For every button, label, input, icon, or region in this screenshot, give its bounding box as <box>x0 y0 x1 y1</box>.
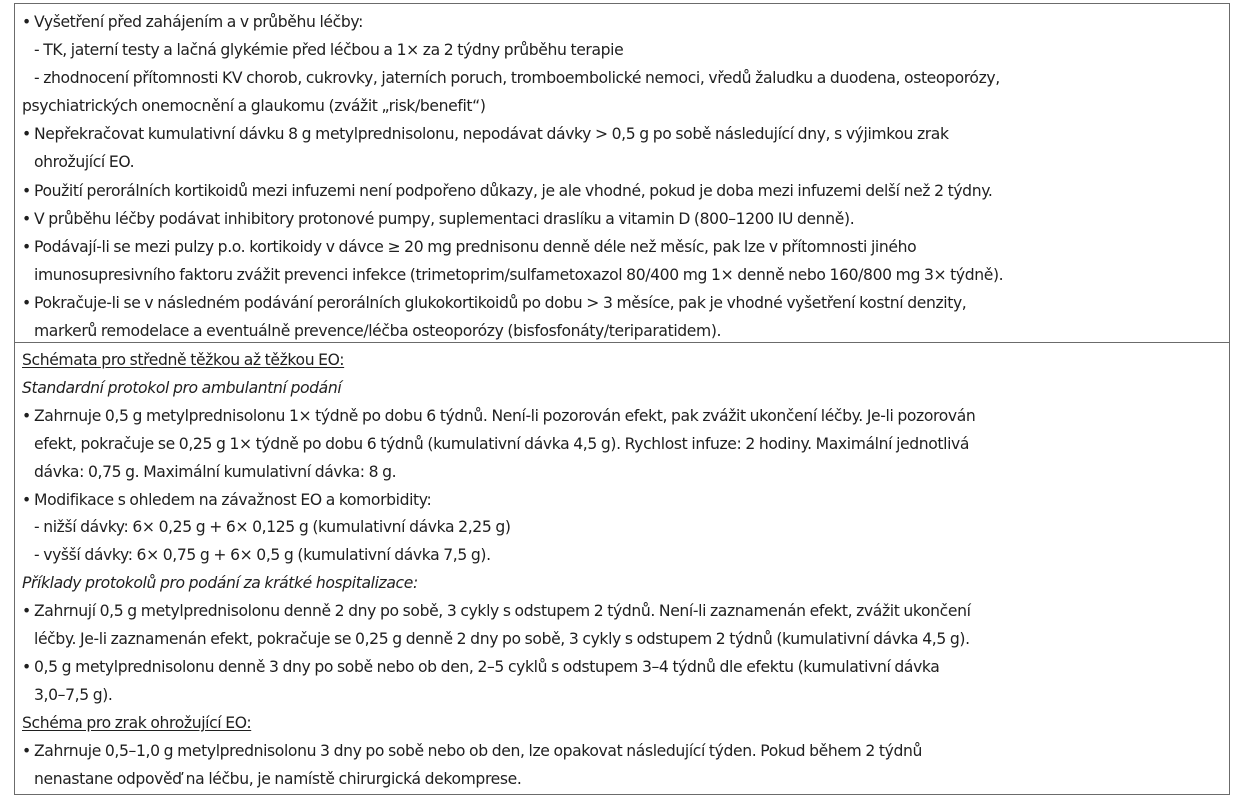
sub-item <box>22 514 1223 542</box>
bullet-text: Nepřekračovat kumulativní dávku 8 g metylprednisolonu, nepodávat dávky > 0,5 g po sobě následující dny, s výjimkou zrak <box>34 125 949 144</box>
bullet-text: Použití perorálních kortikoidů mezi infuzemi není podpořeno důkazy, je ale vhodné, pokud je doba mezi infuzemi delší než 2 týdny. <box>34 181 993 200</box>
bullet-item <box>22 654 1223 682</box>
section-heading <box>22 347 1223 375</box>
bullet-marker: • <box>22 657 31 676</box>
bullet-marker: • <box>22 741 31 760</box>
bullet-text: Zahrnují 0,5 g metylprednisolonu denně 2 dny po sobě, 3 cykly s odstupem 2 týdnů. Není-li zaznamenán efekt, zvážit ukončení <box>34 602 971 621</box>
dosing-schemes-section <box>15 343 1229 794</box>
bullet-text: Zahrnuje 0,5 g metylprednisolonu 1× týdně po dobu 6 týdnů. Není-li pozorován efekt, pak zvážit ukončení léčby. Je-li pozorován <box>34 406 976 425</box>
bullet-item <box>22 177 1223 205</box>
continuation-text: psychiatrických onemocnění a glaukomu (zvážit „risk/benefit“) <box>22 97 486 116</box>
bullet-item <box>22 233 1223 261</box>
bullet-item <box>22 738 1223 766</box>
bullet-item <box>22 205 1223 233</box>
continuation-text: imunosupresivního faktoru zvážit prevenci infekce (trimetoprim/sulfametoxazol 80/400 mg 1× denně nebo 160/800 mg 3× týdně). <box>34 265 1004 284</box>
bullet-item <box>22 487 1223 515</box>
heading-text: Schéma pro zrak ohrožující EO: <box>22 713 252 732</box>
bullet-continuation <box>22 261 1223 289</box>
continuation-text: dávka: 0,75 g. Maximální kumulativní dávka: 8 g. <box>34 462 397 481</box>
sub-item <box>22 36 1223 64</box>
bullet-continuation <box>22 148 1223 176</box>
protocol-subheading <box>22 570 1223 598</box>
bullet-marker: • <box>22 209 31 228</box>
continuation-text: efekt, pokračuje se 0,25 g 1× týdně po dobu 6 týdnů (kumulativní dávka 4,5 g). Rychlost infuze: 2 hodiny. Maximální jednotlivá <box>34 434 970 453</box>
bullet-marker: • <box>22 237 31 256</box>
bullet-continuation <box>22 682 1223 710</box>
continuation-text: léčby. Je-li zaznamenán efekt, pokračuje se 0,25 g denně 2 dny po sobě, 3 cykly s odstupem 2 týdnů (kumulativní dávka 4,5 g). <box>34 630 970 649</box>
subheading-text: Standardní protokol pro ambulantní podání <box>22 378 342 397</box>
bullet-marker: • <box>22 125 31 144</box>
bullet-item <box>22 289 1223 317</box>
bullet-text: Pokračuje-li se v následném podávání perorálních glukokortikoidů po dobu > 3 měsíce, pak je vhodné vyšetření kostní denzity, <box>34 293 967 312</box>
continuation-text: nenastane odpověď na léčbu, je namístě chirurgická dekomprese. <box>34 769 522 788</box>
subheading-text: Příklady protokolů pro podání za krátké hospitalizace: <box>22 574 418 593</box>
bullet-text: 0,5 g metylprednisolonu denně 3 dny po sobě nebo ob den, 2–5 cyklů s odstupem 3–4 týdnů dle efektu (kumulativní dávka <box>34 657 940 676</box>
monitoring-section <box>15 4 1229 343</box>
bullet-marker: • <box>22 181 31 200</box>
bullet-text: Vyšetření před zahájením a v průběhu léčby: <box>34 13 363 31</box>
sub-item <box>22 542 1223 570</box>
bullet-text: V průběhu léčby podávat inhibitory protonové pumpy, suplementaci draslíku a vitamin D (800–1200 IU denně). <box>34 209 855 228</box>
bullet-item <box>22 120 1223 148</box>
bullet-continuation <box>22 766 1223 794</box>
bullet-continuation <box>22 317 1223 345</box>
bullet-marker: • <box>22 13 31 31</box>
sub-item-text: - TK, jaterní testy a lačná glykémie před léčbou a 1× za 2 týdny průběhu terapie <box>34 41 624 60</box>
sub-item-continuation <box>22 92 1223 120</box>
continuation-text: 3,0–7,5 g). <box>34 685 113 704</box>
bullet-item <box>22 8 1223 36</box>
bullet-marker: • <box>22 602 31 621</box>
bullet-marker: • <box>22 293 31 312</box>
bullet-text: Podávají-li se mezi pulzy p.o. kortikoidy v dávce ≥ 20 mg prednisonu denně déle než měsíc, pak lze v přítomnosti jiného <box>34 237 917 256</box>
sub-item-text: - zhodnocení přítomnosti KV chorob, cukrovky, jaterních poruch, tromboembolické nemoci, vředů žaludku a duodena, osteoporózy, <box>34 69 1000 88</box>
continuation-text: ohrožující EO. <box>34 153 135 172</box>
bullet-item <box>22 598 1223 626</box>
protocol-subheading <box>22 375 1223 403</box>
continuation-text: markerů remodelace a eventuálně prevence/léčba osteoporózy (bisfosfonáty/teriparatidem). <box>34 322 722 341</box>
sub-item-text: - nižší dávky: 6× 0,25 g + 6× 0,125 g (kumulativní dávka 2,25 g) <box>34 518 511 537</box>
heading-text: Schémata pro středně těžkou až těžkou EO: <box>22 351 345 369</box>
treatment-table <box>14 3 1230 795</box>
bullet-text: Modifikace s ohledem na závažnost EO a komorbidity: <box>34 490 432 509</box>
bullet-item <box>22 403 1223 431</box>
bullet-marker: • <box>22 490 31 509</box>
bullet-text: Zahrnuje 0,5–1,0 g metylprednisolonu 3 dny po sobě nebo ob den, lze opakovat následující týden. Pokud během 2 týdnů <box>34 741 922 760</box>
sub-item <box>22 64 1223 92</box>
section-heading <box>22 710 1223 738</box>
bullet-continuation <box>22 431 1223 459</box>
bullet-marker: • <box>22 406 31 425</box>
bullet-continuation <box>22 459 1223 487</box>
sub-item-text: - vyšší dávky: 6× 0,75 g + 6× 0,5 g (kumulativní dávka 7,5 g). <box>34 546 491 565</box>
bullet-continuation <box>22 626 1223 654</box>
